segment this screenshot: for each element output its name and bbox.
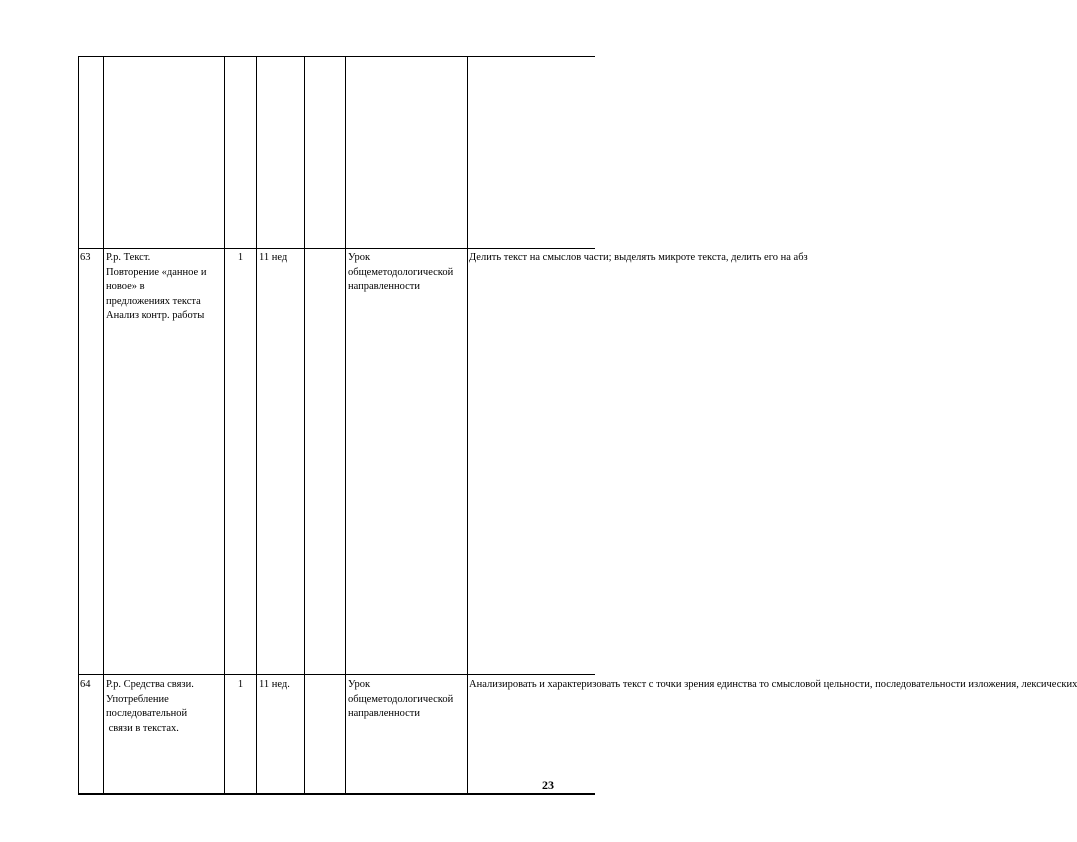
lesson-topic: Р.р. Средства связи. Употребление последовательной связи в текстах. (106, 679, 194, 734)
student-activity: Делить текст на смыслов части; выделять микроте текста, делить его на абз (469, 252, 808, 263)
row-number: 63 (80, 252, 91, 263)
column-divider (103, 56, 104, 795)
column-divider (304, 56, 305, 795)
table-bottom-border (78, 793, 595, 795)
week-cell: 11 нед. (259, 679, 290, 690)
week-cell: 11 нед (259, 252, 288, 263)
lesson-type: Урок общеметодологической направленности (348, 679, 454, 719)
table-top-border (78, 56, 595, 57)
column-divider (256, 56, 257, 795)
column-divider (345, 56, 346, 795)
lesson-topic: Р.р. Текст. Повторение «данное и новое» в предложениях текста Анализ контр. работы (106, 252, 207, 321)
column-divider (78, 56, 79, 795)
hours-count: 1 (237, 679, 244, 690)
hours-count: 1 (237, 252, 244, 263)
page-number: 23 (542, 778, 554, 792)
student-activity: Анализировать и характеризовать текст с точки зрения единства то смысловой цельности, последовательности изложения, лексических (469, 679, 1077, 690)
lesson-type: Урок общеметодологической направленности (348, 252, 454, 292)
row-number: 64 (80, 679, 91, 690)
row-divider (78, 674, 595, 675)
row-divider (78, 248, 595, 249)
